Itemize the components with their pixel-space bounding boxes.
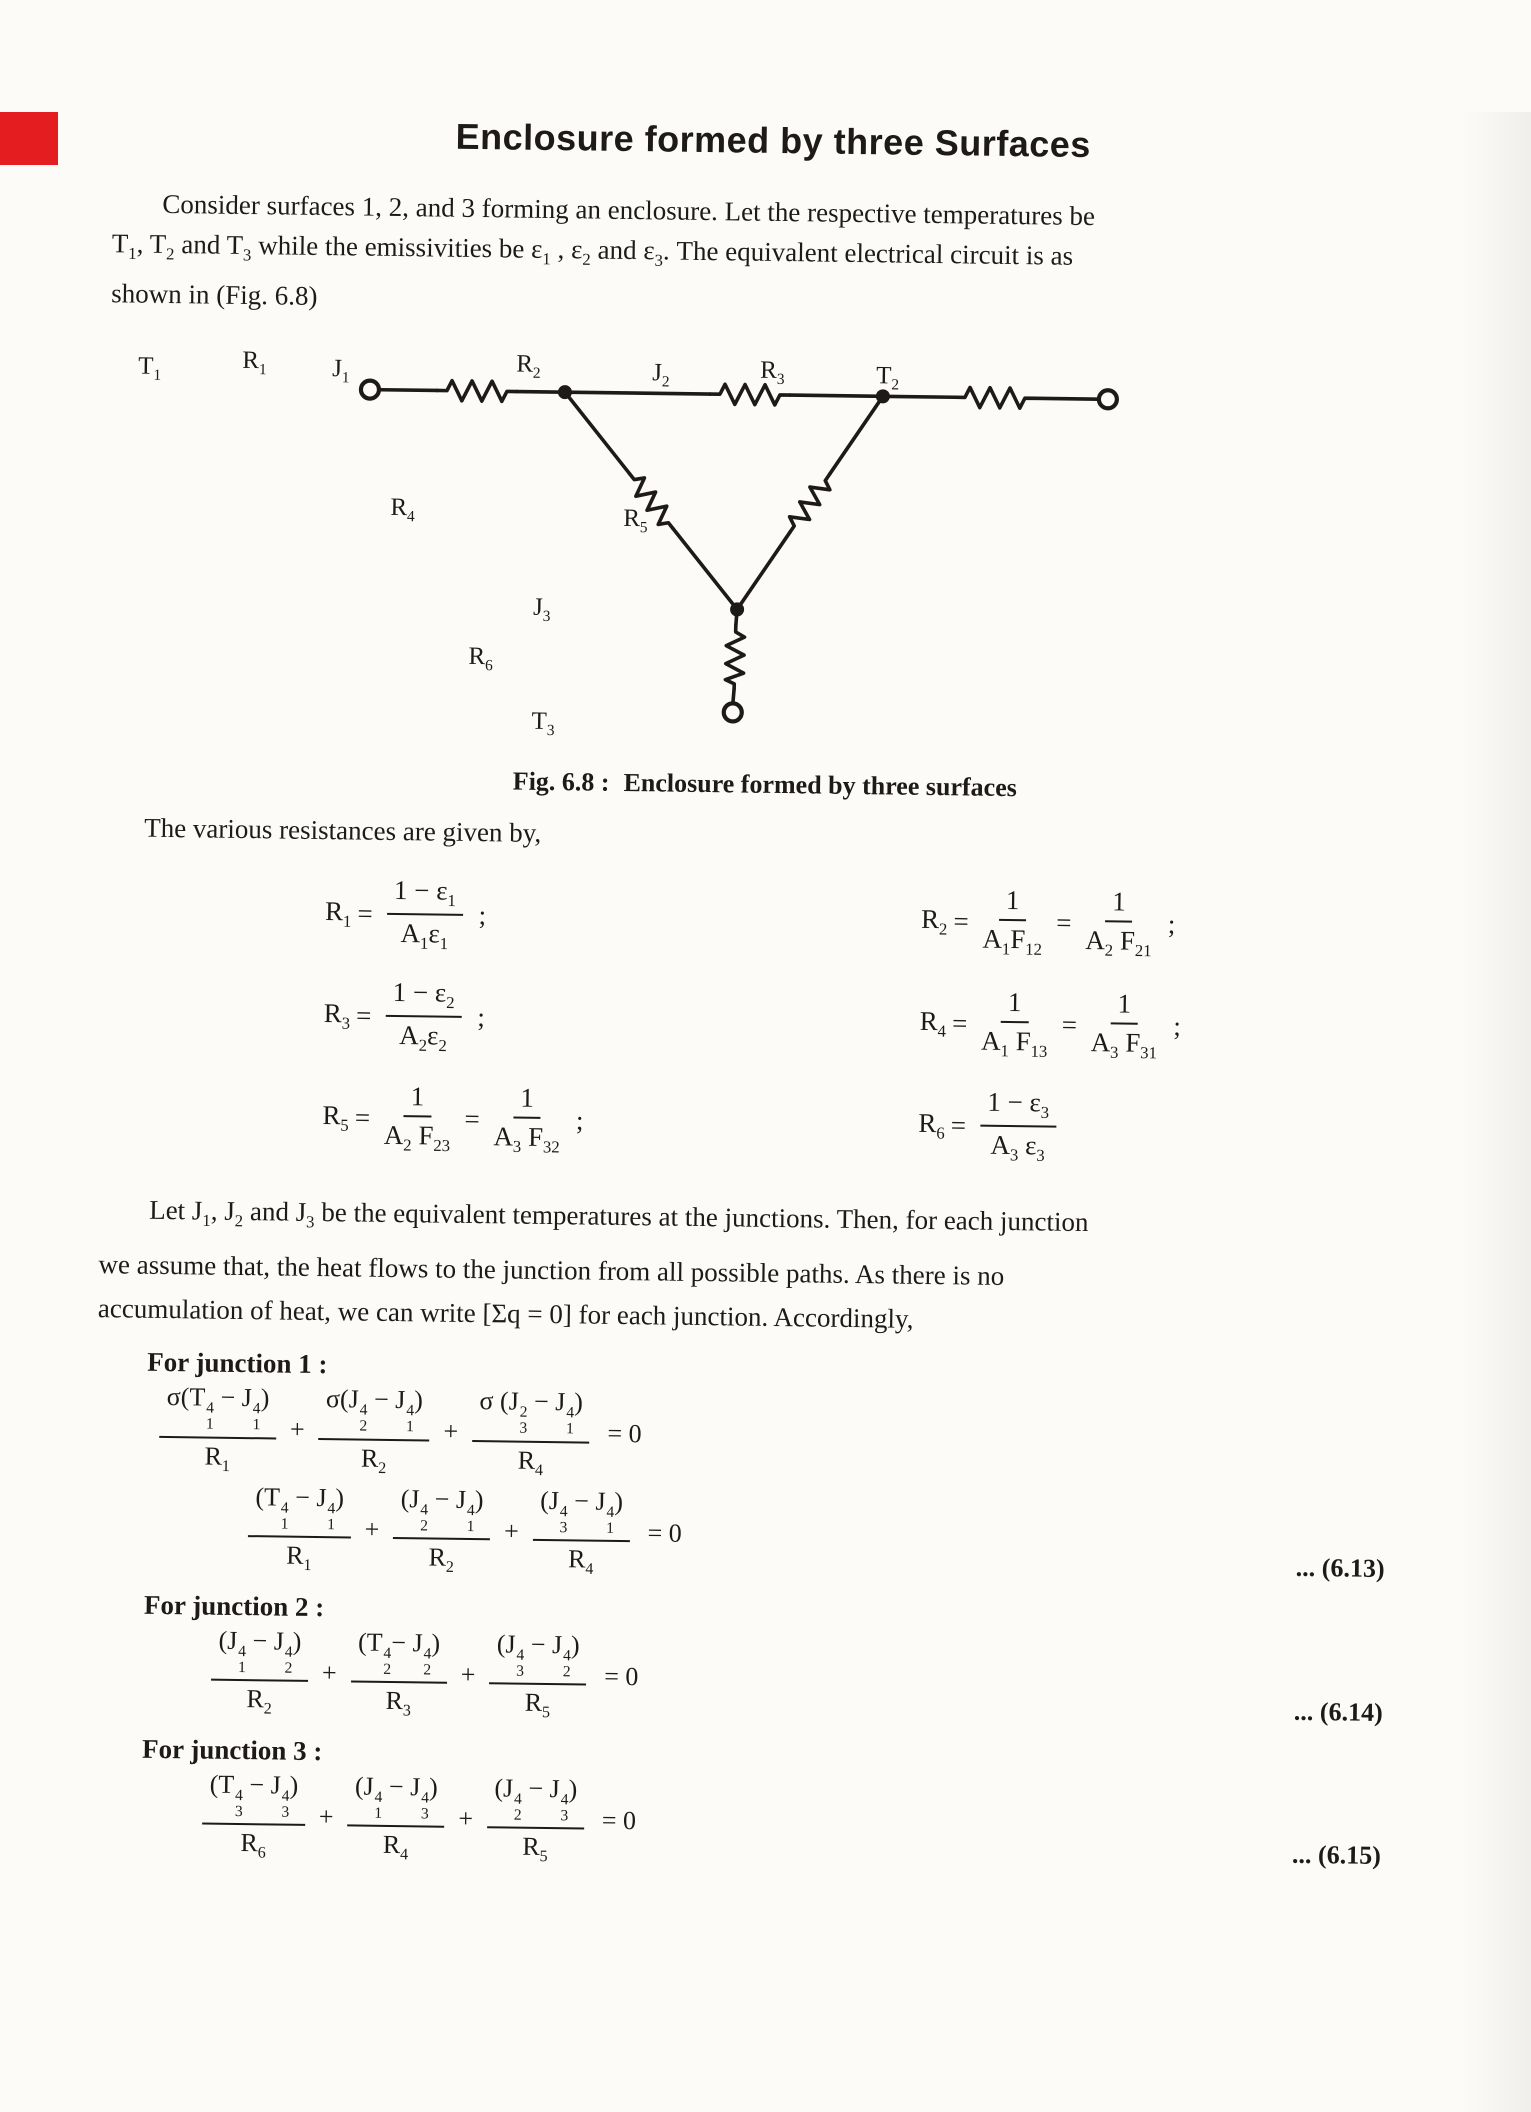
eq-lhs: $R_6$ [918, 1107, 945, 1143]
junction-paragraph-line: Let $J_1$, $J_2$ and $J_3$ be the equivalent temperatures at the junctions. Then, for each junction [148, 1195, 1089, 1238]
intro-line: Consider surfaces 1, 2, and 3 forming an enclosure. Let the respective temperatures be [162, 188, 1096, 232]
equation-r5 [322, 1080, 919, 1162]
intro-line: shown in (Fig. 6.8) [110, 278, 318, 312]
intro-line: $T_1$, $T_2$ and $T_3$ while the emissivities be $\varepsilon_1$ , $\varepsilon_2$ and $\varepsilon_3$. The equivalent electrical circuit is as [111, 228, 1074, 271]
page-edge-shadow [1461, 112, 1531, 2112]
eq-rhs: = 0 [601, 1805, 637, 1836]
junction-3-equation-1 [194, 1769, 1412, 1878]
junction-1-equation-1 [151, 1382, 1417, 1491]
scan-corner-red-mark [0, 112, 58, 165]
fraction: $\frac{1 - \varepsilon_3}{A_3 \varepsilon_3}$ [979, 1087, 1056, 1167]
eq-tail: ; [478, 899, 487, 931]
fraction: $\frac{1 - \varepsilon_1}{A_1\varepsilon_1}$ [386, 875, 463, 955]
wire-r5-j3 [737, 532, 790, 611]
fraction: (T 4 2 − J 4 2 ) $R_3$ [350, 1627, 447, 1721]
plus-sign: + [321, 1658, 337, 1688]
eq-rhs: = 0 [607, 1419, 642, 1449]
equation-number-6-14: ... (6.14) [1293, 1696, 1383, 1727]
eq-lhs: $R_2$ [920, 903, 948, 939]
equals-sign: = [354, 1102, 371, 1133]
resistance-row [102, 860, 1423, 979]
figure-caption-label: Fig. 6.8 : [512, 766, 610, 798]
label-r1: $R_1$ [242, 347, 267, 379]
fraction: $\frac{1}{A_2 F_{23}}$ [383, 1081, 451, 1156]
eq-lhs: $R_5$ [322, 1099, 349, 1135]
fraction: $\frac{1}{A_3 F_{31}}$ [1090, 988, 1158, 1063]
terminal-t1 [361, 381, 379, 399]
equals-sign: = [953, 906, 969, 937]
plus-sign: + [364, 1514, 380, 1544]
equals-sign: = [357, 898, 373, 929]
fraction: σ(J 4 2 − J 4 1 ) $R_2$ [318, 1384, 430, 1478]
plus-sign: + [503, 1516, 519, 1546]
plus-sign: + [318, 1802, 334, 1832]
equation-number-6-13: ... (6.13) [1295, 1552, 1385, 1583]
plus-sign: + [289, 1414, 305, 1445]
label-t3: $T_3$ [531, 708, 555, 740]
label-t2: $T_2$ [875, 362, 900, 394]
fraction: (J 4 2 − J 4 1 ) $R_2$ [393, 1484, 491, 1578]
fraction: $\frac{1 - \varepsilon_2}{A_2\varepsilon_2}$ [385, 977, 462, 1057]
junction-paragraph-line: we assume that, the heat flows to the junction from all possible paths. As there is no [98, 1248, 1005, 1291]
fraction: $\frac{1}{A_3 F_{32}}$ [493, 1082, 560, 1157]
equals-sign: = [355, 1000, 372, 1031]
fraction: $\frac{1}{A_1F_{12}}$ [982, 885, 1043, 960]
wire-r1-j1 [517, 392, 565, 393]
wire-r2-j2 [790, 395, 883, 396]
label-r5: $R_5$ [623, 505, 648, 537]
resistance-row [100, 1064, 1421, 1183]
fraction: (J 4 1 − J 4 2 ) $R_2$ [211, 1625, 309, 1719]
resistance-row [101, 962, 1422, 1081]
resistor-r5 [783, 469, 837, 537]
figure-caption [105, 762, 1425, 809]
equals-sign: = [951, 1008, 968, 1039]
eq-tail: ; [1173, 1011, 1182, 1042]
junction-2-equation-1 [203, 1625, 1414, 1734]
equals-sign: = [464, 1103, 480, 1134]
resistor-r6 [725, 625, 745, 689]
wire-j1-r2 [565, 393, 710, 395]
label-r6: $R_6$ [468, 643, 493, 675]
eq-tail: ; [1167, 908, 1176, 940]
eq-lhs: $R_4$ [919, 1005, 947, 1041]
fraction: (J 4 3 − J 4 1 ) $R_4$ [532, 1486, 630, 1580]
fraction: (J 4 1 − J 4 3 ) $R_4$ [347, 1771, 445, 1865]
fraction: σ (J 2 3 − J 4 1 ) $R_4$ [472, 1386, 591, 1480]
equation-r1 [325, 874, 922, 961]
book-page [0, 112, 1531, 2112]
circuit-figure [105, 332, 1430, 769]
equals-sign: = [1061, 1009, 1078, 1040]
figure-caption-text: Enclosure formed by three surfaces [623, 768, 1018, 803]
equals-sign: = [950, 1110, 967, 1141]
fraction: (J 4 2 − J 4 3 ) $R_5$ [486, 1773, 584, 1867]
fraction: (J 4 3 − J 4 2 ) $R_5$ [489, 1629, 587, 1723]
label-j1: $J_1$ [332, 355, 350, 387]
wire-r3-t2 [1035, 399, 1099, 400]
label-j2: $J_2$ [652, 359, 670, 391]
intro-paragraph [111, 183, 1433, 331]
resistance-equations [100, 860, 1424, 1183]
equation-number-6-15: ... (6.15) [1291, 1840, 1382, 1871]
terminal-t3 [724, 704, 742, 722]
page-content [91, 111, 1434, 1878]
equation-r4 [919, 986, 1181, 1064]
fraction: σ(T 4 1 − J 4 1 ) $R_1$ [159, 1382, 277, 1476]
label-t1: $T_1$ [138, 352, 162, 385]
equation-r2 [921, 884, 1176, 962]
page-title: Enclosure formed by three Surfaces [455, 115, 1092, 166]
resistances-intro: The various resistances are given by, [143, 813, 542, 849]
fraction: $\frac{1}{A_2 F_{21}}$ [1085, 886, 1152, 961]
eq-tail: ; [575, 1105, 584, 1136]
wire-r4-j3 [672, 529, 738, 610]
eq-tail: ; [477, 1001, 486, 1033]
junction-1-heading: For junction 1 : [147, 1346, 328, 1379]
equals-sign: = [1056, 907, 1072, 938]
circuit-diagram [325, 334, 1210, 765]
wire-j2-r3 [883, 397, 955, 398]
equation-r3 [323, 976, 920, 1063]
plus-sign: + [460, 1659, 476, 1690]
label-r3: $R_3$ [760, 357, 785, 389]
wire-t1-r1 [379, 390, 437, 391]
eq-rhs: = 0 [604, 1661, 639, 1692]
wire-j2-r5 [830, 396, 883, 475]
junction-1-equation-2 [239, 1482, 1415, 1590]
terminal-t2 [1099, 391, 1117, 409]
resistor-r1 [437, 381, 517, 402]
label-r4: $R_4$ [390, 494, 415, 526]
fraction: (T 4 3 − J 4 3 ) $R_6$ [202, 1769, 306, 1863]
junction-2-heading: For junction 2 : [143, 1589, 325, 1622]
junction-paragraph-line: accumulation of heat, we can write [Σq = 0] for each junction. Accordingly, [97, 1292, 914, 1334]
eq-lhs: $R_1$ [324, 895, 352, 931]
junction-3-heading: For junction 3 : [141, 1733, 323, 1766]
plus-sign: + [443, 1416, 459, 1447]
fraction: $\frac{1}{A_1 F_{13}}$ [980, 987, 1048, 1062]
junction-paragraph [98, 1188, 1420, 1348]
label-j3: $J_3$ [532, 594, 551, 626]
equation-r6 [918, 1086, 1065, 1167]
fraction: (T 4 1 − J 4 1 ) $R_1$ [247, 1482, 351, 1576]
plus-sign: + [458, 1803, 474, 1834]
wire-j1-r4 [564, 393, 630, 474]
eq-rhs: = 0 [647, 1518, 682, 1548]
eq-lhs: $R_3$ [323, 997, 351, 1033]
label-r2: $R_2$ [516, 350, 541, 383]
resistor-r3 [955, 388, 1035, 409]
